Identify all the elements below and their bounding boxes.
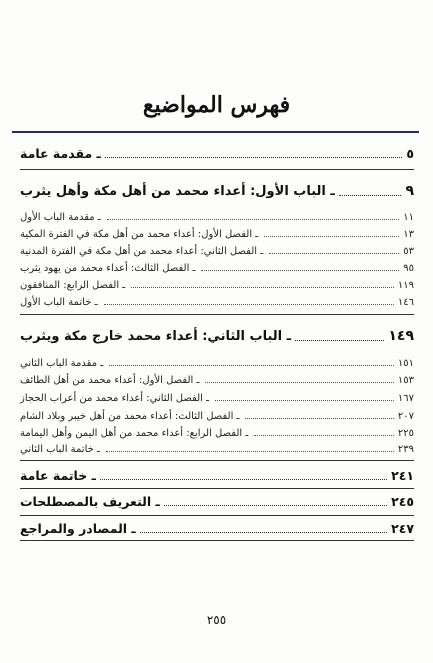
toc-entry-page: ٢٢٥ <box>397 428 414 439</box>
toc-entry-page: ٢٤١ <box>391 468 414 483</box>
dot-leader <box>140 532 387 533</box>
dot-leader <box>215 400 394 401</box>
toc-entry-label: ـ الفصل الثاني: أعداء محمد من أعراب الحجاز <box>20 393 210 404</box>
toc-entry-part-one[interactable] <box>20 183 414 199</box>
toc-entry-page: ٩ <box>405 183 414 199</box>
toc-entry-label: ـ الفصل الرابع: المنافقون <box>20 280 126 291</box>
toc-entry-label: ـ المصادر والمراجع <box>20 521 136 536</box>
toc-entry-glossary[interactable] <box>20 494 414 509</box>
toc-entry-label: ـ الباب الأول: أعداء محمد من أهل مكة وأهل يثرب <box>20 184 335 199</box>
dot-leader <box>106 451 394 452</box>
dot-leader <box>264 236 399 237</box>
page-number: ٢٥٥ <box>206 613 227 627</box>
toc-entry-page: ١٦٧ <box>397 393 414 404</box>
toc-entry-chapter-2-1[interactable] <box>20 375 414 386</box>
toc-entry-page: ٥٣ <box>403 246 414 257</box>
section-divider <box>20 515 414 516</box>
toc-entry-page: ٥ <box>406 146 414 161</box>
toc-entry-chapter-1-3[interactable] <box>20 263 414 274</box>
toc-entry-label: ـ الفصل الثاني: أعداء محمد من أهل مكة في الفترة المدنية <box>20 246 264 257</box>
toc-entry-label: ـ مقدمة عامة <box>20 146 101 161</box>
dot-leader <box>104 304 394 305</box>
dot-leader <box>254 435 394 436</box>
dot-leader <box>295 340 384 341</box>
section-divider <box>20 169 414 170</box>
toc-entry-label: ـ مقدمة الباب الثاني <box>20 358 104 369</box>
toc-entry-bibliography[interactable] <box>20 521 414 536</box>
section-divider <box>20 540 414 541</box>
toc-entry-page: ١٤٦ <box>397 297 414 308</box>
toc-entry-chapter-1-4[interactable] <box>20 280 414 291</box>
page-title: فهرس المواضيع <box>142 92 291 118</box>
toc-entry-label: ـ خاتمة عامة <box>20 468 96 483</box>
toc-entry-page: ١٥٣ <box>397 375 414 386</box>
toc-entry-page: ١١٩ <box>397 280 414 291</box>
toc-entry-page: ٢٠٧ <box>397 411 414 422</box>
dot-leader <box>339 195 402 196</box>
toc-entry-page: ١٣ <box>403 229 414 240</box>
toc-entry-page: ١٥١ <box>397 358 414 369</box>
section-divider <box>20 314 414 315</box>
toc-entry-part-two[interactable] <box>20 328 414 344</box>
toc-entry-label: ـ الفصل الأول: أعداء محمد من أهل مكة في الفترة المكية <box>20 229 259 240</box>
toc-entry-general-conclusion[interactable] <box>20 468 414 483</box>
toc-entry-part-two-conclusion[interactable] <box>20 444 414 455</box>
toc-entry-label: ـ الفصل الثالث: أعداء محمد من يهود يثرب <box>20 263 196 274</box>
toc-entry-chapter-1-2[interactable] <box>20 246 414 257</box>
dot-leader <box>100 479 387 480</box>
dot-leader <box>109 365 394 366</box>
toc-entry-label: ـ الفصل الثالث: أعداء محمد من أهل خيبر وبلاد الشام <box>20 411 240 422</box>
dot-leader <box>205 382 394 383</box>
toc-entry-page: ٩٥ <box>403 263 414 274</box>
toc-entry-label: ـ خاتمة الباب الثاني <box>20 444 100 455</box>
toc-entry-label: ـ خاتمة الباب الأول <box>20 297 98 308</box>
dot-leader <box>105 157 403 158</box>
toc-entry-page: ٢٣٩ <box>397 444 414 455</box>
dot-leader <box>131 287 394 288</box>
dot-leader <box>164 505 387 506</box>
toc-entry-chapter-2-4[interactable] <box>20 428 414 439</box>
dot-leader <box>269 253 399 254</box>
toc-entry-page: ١١ <box>403 212 414 223</box>
toc-entry-label: ـ الباب الثاني: أعداء محمد خارج مكة ويثرب <box>20 329 292 344</box>
toc-entry-chapter-1-1[interactable] <box>20 229 414 240</box>
toc-entry-part-one-intro[interactable] <box>20 212 414 223</box>
toc-entry-general-intro[interactable] <box>20 146 414 161</box>
toc-entry-page: ١٤٩ <box>388 328 414 344</box>
toc-entry-label: ـ الفصل الأول: أعداء محمد من أهل الطائف <box>20 375 200 386</box>
toc-entry-label: ـ التعريف بالمصطلحات <box>20 494 160 509</box>
section-divider <box>20 488 414 489</box>
toc-entry-part-two-intro[interactable] <box>20 358 414 369</box>
dot-leader <box>107 219 400 220</box>
section-divider <box>20 460 414 461</box>
toc-entry-page: ٢٤٧ <box>391 521 414 536</box>
toc-entry-label: ـ الفصل الرابع: أعداء محمد من أهل اليمن وأهل اليمامة <box>20 428 249 439</box>
toc-entry-chapter-2-2[interactable] <box>20 393 414 404</box>
dot-leader <box>201 270 399 271</box>
toc-entry-part-one-conclusion[interactable] <box>20 297 414 308</box>
dot-leader <box>245 418 393 419</box>
toc-entry-chapter-2-3[interactable] <box>20 411 414 422</box>
toc-entry-page: ٢٤٥ <box>391 494 414 509</box>
toc-entry-label: ـ مقدمة الباب الأول <box>20 212 101 223</box>
